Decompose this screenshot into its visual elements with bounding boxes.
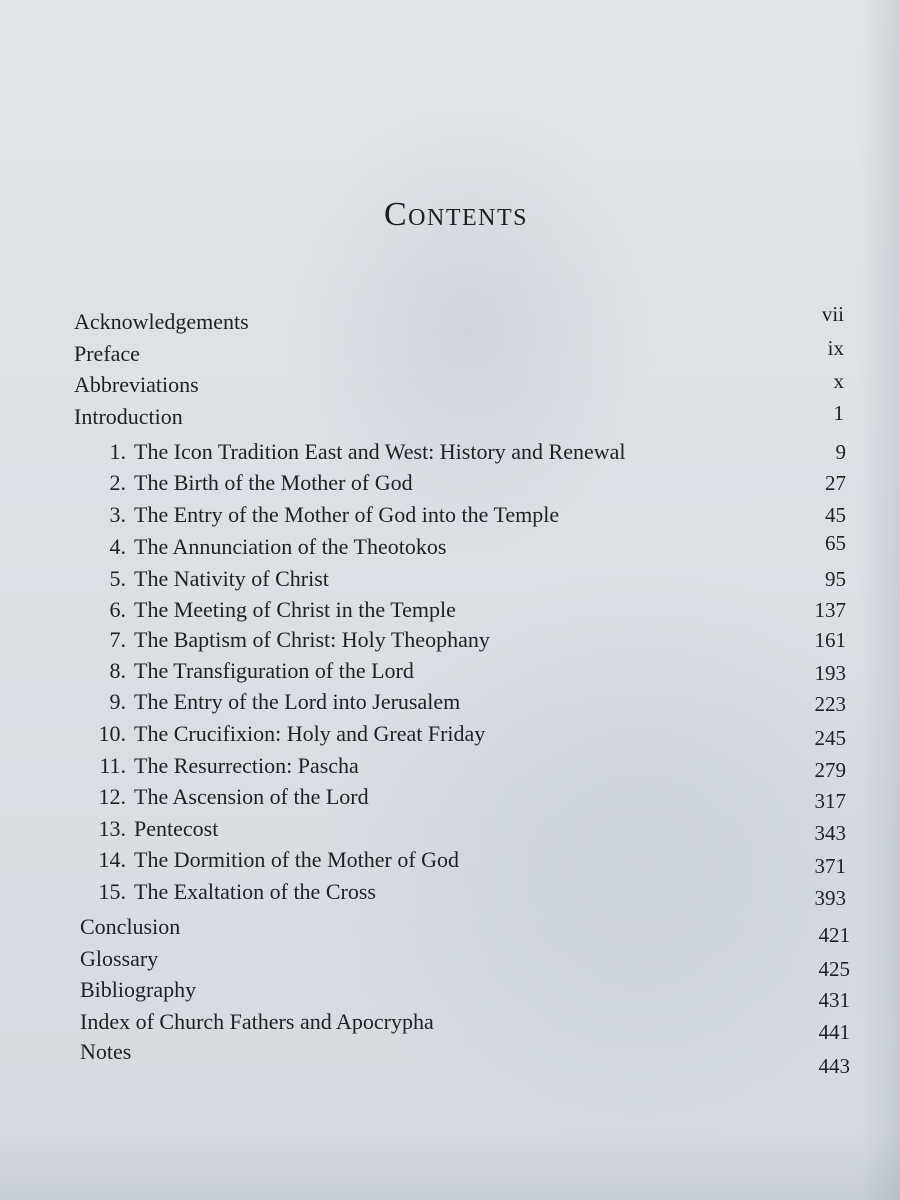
toc-entry-index [80,1006,850,1044]
chapter-title: The Meeting of Christ in the Temple [134,597,456,622]
chapter-number: 1. [109,439,126,464]
toc-entry-label: Conclusion [80,914,181,939]
toc-entry-glossary [80,943,850,981]
chapter-page: 317 [814,789,846,813]
chapter-number: 13. [98,816,126,841]
toc-chapter-11 [94,750,846,782]
chapter-page: 45 [825,503,846,527]
toc-entry-notes [80,1036,850,1078]
page-bottom-shadow [0,1130,900,1200]
chapter-title: The Nativity of Christ [134,566,329,591]
toc-chapter-6 [94,594,846,626]
page-edge-shadow [860,0,900,1200]
chapter-number: 4. [109,534,126,559]
chapter-number: 5. [109,566,126,591]
toc-entry-acknowledgements [74,302,844,338]
toc-entry-label: Notes [80,1039,132,1064]
toc-entry-label: Bibliography [80,977,197,1002]
chapter-title: The Crucifixion: Holy and Great Friday [134,721,486,746]
chapter-page: 279 [814,758,846,782]
toc-entry-preface [74,338,844,370]
toc-entry-page: 441 [818,1020,850,1044]
chapter-page: 27 [825,471,846,495]
chapter-title: The Transfiguration of the Lord [134,658,414,683]
chapter-number: 6. [109,597,126,622]
chapter-title: The Baptism of Christ: Holy Theophany [134,627,490,652]
chapter-page: 95 [825,567,846,591]
chapter-title: The Entry of the Lord into Jerusalem [134,689,461,714]
chapter-page: 193 [814,661,846,685]
chapter-title: The Icon Tradition East and West: History and Renewal [134,439,626,464]
toc-entry-page: vii [821,302,844,326]
chapter-number: 11. [99,753,126,778]
toc-entry-page: 443 [818,1054,850,1078]
chapter-title: The Resurrection: Pascha [134,753,359,778]
chapter-page: 137 [814,598,846,622]
chapter-title: The Dormition of the Mother of God [134,847,460,872]
toc-chapter-5 [94,563,846,595]
toc-entry-conclusion [80,911,850,947]
toc-chapter-2 [94,467,846,499]
toc-entry-label: Abbreviations [74,372,199,397]
chapter-number: 3. [109,502,126,527]
toc-chapter-15 [94,876,846,908]
chapter-page: 9 [835,440,846,464]
toc-entry-page: 1 [833,401,844,425]
chapter-title: The Annunciation of the Theotokos [134,534,447,559]
chapter-page: 393 [814,886,846,910]
chapter-number: 10. [98,721,126,746]
chapter-page: 223 [814,692,846,716]
toc-chapter-9 [94,686,846,718]
chapter-number: 15. [98,879,126,904]
chapter-page: 161 [814,628,846,652]
toc-chapter-8 [94,655,846,687]
page-title: Contents [383,196,528,233]
toc-chapter-12 [94,781,846,813]
chapter-title: Pentecost [134,816,219,841]
chapter-title: The Birth of the Mother of God [134,470,413,495]
chapter-page: 343 [814,821,846,845]
toc-entry-bibliography [80,974,850,1012]
chapter-number: 7. [109,627,126,652]
toc-entry-label: Acknowledgements [74,309,249,334]
toc-entry-page: 421 [818,923,850,947]
toc-chapter-14 [94,844,846,876]
chapter-title: The Ascension of the Lord [134,784,369,809]
toc-chapter-7 [94,624,846,656]
toc-chapter-13 [94,813,846,845]
toc-entry-abbreviations [74,369,844,401]
chapter-number: 2. [109,470,126,495]
toc-chapter-1 [94,436,846,468]
toc-entry-label: Introduction [74,404,183,429]
toc-entry-label: Index of Church Fathers and Apocrypha [80,1009,434,1034]
toc-chapter-4 [94,531,846,563]
chapter-page: 65 [825,531,846,555]
chapter-number: 9. [109,689,126,714]
toc-chapter-10 [94,718,846,750]
toc-chapter-3 [94,499,846,531]
chapter-number: 8. [109,658,126,683]
toc-entry-page: ix [827,336,844,360]
toc-entry-page: 431 [818,988,850,1012]
chapter-page: 371 [814,854,846,878]
chapter-number: 12. [98,784,126,809]
toc-entry-page: 425 [818,957,850,981]
chapter-title: The Exaltation of the Cross [134,879,376,904]
chapter-page: 245 [814,726,846,750]
chapter-number: 14. [98,847,126,872]
toc-entry-introduction [74,401,844,433]
chapter-title: The Entry of the Mother of God into the Temple [134,502,560,527]
toc-entry-label: Preface [74,341,140,366]
toc-entry-label: Glossary [80,946,159,971]
toc-entry-page: x [833,369,844,393]
